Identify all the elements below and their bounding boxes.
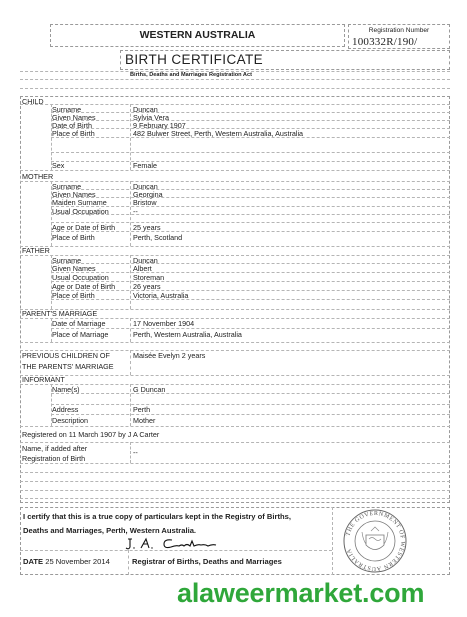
row-line — [20, 246, 450, 247]
mother-maiden-label: Maiden Surname — [52, 198, 107, 207]
blank-row-line — [20, 88, 450, 89]
section-child: CHILD — [22, 97, 44, 106]
child-sex: Female — [133, 161, 157, 170]
certify-line-1: I certify that this is a true copy of particulars kept in the Registry of Births, — [23, 512, 291, 521]
row-line — [51, 214, 450, 215]
row-line — [51, 161, 450, 162]
child-pob: 482 Bulwer Street, Perth, Western Australia, Australia — [133, 129, 304, 138]
row-line — [20, 375, 450, 376]
previous-children-label-2: THE PARENTS' MARRIAGE — [22, 362, 114, 371]
marriage-date-label: Date of Marriage — [52, 319, 106, 328]
registration-number: 100332R/190/ — [352, 36, 418, 48]
informant-name-label: Name(s) — [52, 385, 80, 394]
registrar-signature — [124, 536, 228, 552]
row-line — [51, 152, 450, 153]
row-line — [20, 490, 450, 491]
row-line — [51, 272, 450, 273]
row-line — [51, 299, 450, 300]
section-father: FATHER — [22, 246, 50, 255]
row-line — [20, 498, 450, 499]
row-line — [20, 384, 450, 385]
seal-divider — [332, 507, 333, 575]
informant-name: G Duncan — [133, 385, 166, 394]
column-divider — [130, 350, 131, 375]
father-pob-label: Place of Birth — [52, 291, 95, 300]
row-line — [51, 197, 450, 198]
mother-surname-label: Surname — [52, 182, 82, 191]
father-occupation: Storeman — [133, 273, 165, 282]
row-line — [20, 170, 450, 171]
certification-column-divider — [128, 550, 129, 575]
row-line — [20, 104, 450, 105]
child-pob-label: Place of Birth — [52, 129, 95, 138]
child-given-label: Given Names — [52, 113, 96, 122]
mother-given: Georgina — [133, 190, 163, 199]
name-added-label-2: Registration of Birth — [22, 454, 86, 463]
previous-children-label-1: PREVIOUS CHILDREN OF — [22, 351, 110, 360]
father-given-label: Given Names — [52, 264, 96, 273]
father-age-label: Age or Date of Birth — [52, 282, 116, 291]
child-surname-label: Surname — [52, 105, 82, 114]
child-surname: Duncan — [133, 105, 158, 114]
date-value: 25 November 2014 — [45, 557, 110, 566]
svg-text:THE GOVERNMENT OF WESTERN AUST — [345, 511, 405, 571]
row-line — [51, 404, 450, 405]
registration-label: Registration Number — [368, 27, 430, 34]
father-pob: Victoria, Australia — [133, 291, 189, 300]
marriage-place: Perth, Western Australia, Australia — [133, 330, 242, 339]
informant-address: Perth — [133, 405, 151, 414]
father-given: Albert — [133, 264, 152, 273]
father-age: 26 years — [133, 282, 161, 291]
row-line — [20, 472, 450, 473]
row-line — [20, 442, 450, 443]
seal-text: THE GOVERNMENT OF WESTERN AUSTRALIA — [345, 510, 406, 572]
father-occupation-label: Usual Occupation — [52, 273, 109, 282]
informant-address-label: Address — [52, 405, 79, 414]
row-line — [51, 120, 450, 121]
father-surname: Duncan — [133, 256, 158, 265]
child-given: Sylvia Vera — [133, 113, 169, 122]
mother-surname: Duncan — [133, 182, 158, 191]
watermark: alaweermarket.com — [177, 578, 425, 608]
act-text: Births, Deaths and Marriages Registration Act — [130, 71, 252, 78]
mother-age: 25 years — [133, 223, 161, 232]
mother-pob-label: Place of Birth — [52, 233, 95, 242]
row-line — [20, 181, 450, 182]
child-dob: 9 February 1907 — [133, 121, 186, 130]
row-line — [20, 255, 450, 256]
row-line — [20, 463, 450, 464]
row-line — [51, 189, 450, 190]
row-line — [51, 393, 450, 394]
marriage-place-label: Place of Marriage — [52, 330, 109, 339]
certify-line-2: Deaths and Marriages, Perth, Western Australia. — [23, 526, 197, 535]
name-added-label-1: Name, if added after — [22, 444, 88, 453]
certificate-title: BIRTH CERTIFICATE — [125, 52, 264, 67]
row-line — [20, 342, 450, 343]
section-marriage: PARENT'S MARRIAGE — [22, 309, 98, 318]
informant-description: Mother — [133, 416, 156, 425]
mother-pob: Perth, Scotland — [133, 233, 183, 242]
registrar-title: Registrar of Births, Deaths and Marriages — [132, 557, 282, 566]
name-added-value: -- — [133, 448, 138, 457]
section-mother: MOTHER — [22, 172, 54, 181]
mother-maiden: Bristow — [133, 198, 157, 207]
child-sex-label: Sex — [52, 161, 65, 170]
mother-occupation-label: Usual Occupation — [52, 207, 109, 216]
registration-statement: Registered on 11 March 1907 by J A Carter — [22, 430, 160, 439]
column-divider — [130, 442, 131, 463]
informant-description-label: Description — [52, 416, 88, 425]
row-line — [51, 263, 450, 264]
child-dob-label: Date of Birth — [52, 121, 92, 130]
section-informant: INFORMANT — [22, 375, 65, 384]
row-line — [51, 206, 450, 207]
date-label: DATE — [23, 557, 44, 566]
row-line — [51, 414, 450, 415]
mother-given-label: Given Names — [52, 190, 96, 199]
state-title: WESTERN AUSTRALIA — [139, 29, 256, 41]
row-line — [20, 481, 450, 482]
father-surname-label: Surname — [52, 256, 82, 265]
mother-age-label: Age or Date of Birth — [52, 223, 116, 232]
government-seal — [339, 508, 411, 574]
previous-children: Maisée Evelyn 2 years — [133, 351, 206, 360]
row-line — [20, 426, 450, 427]
column-divider — [130, 318, 131, 342]
mother-occupation: -- — [133, 207, 138, 216]
marriage-date: 17 November 1904 — [133, 319, 195, 328]
certificate-date — [23, 558, 110, 566]
row-line — [51, 112, 450, 113]
column-divider — [130, 384, 131, 426]
row-line — [51, 328, 450, 329]
